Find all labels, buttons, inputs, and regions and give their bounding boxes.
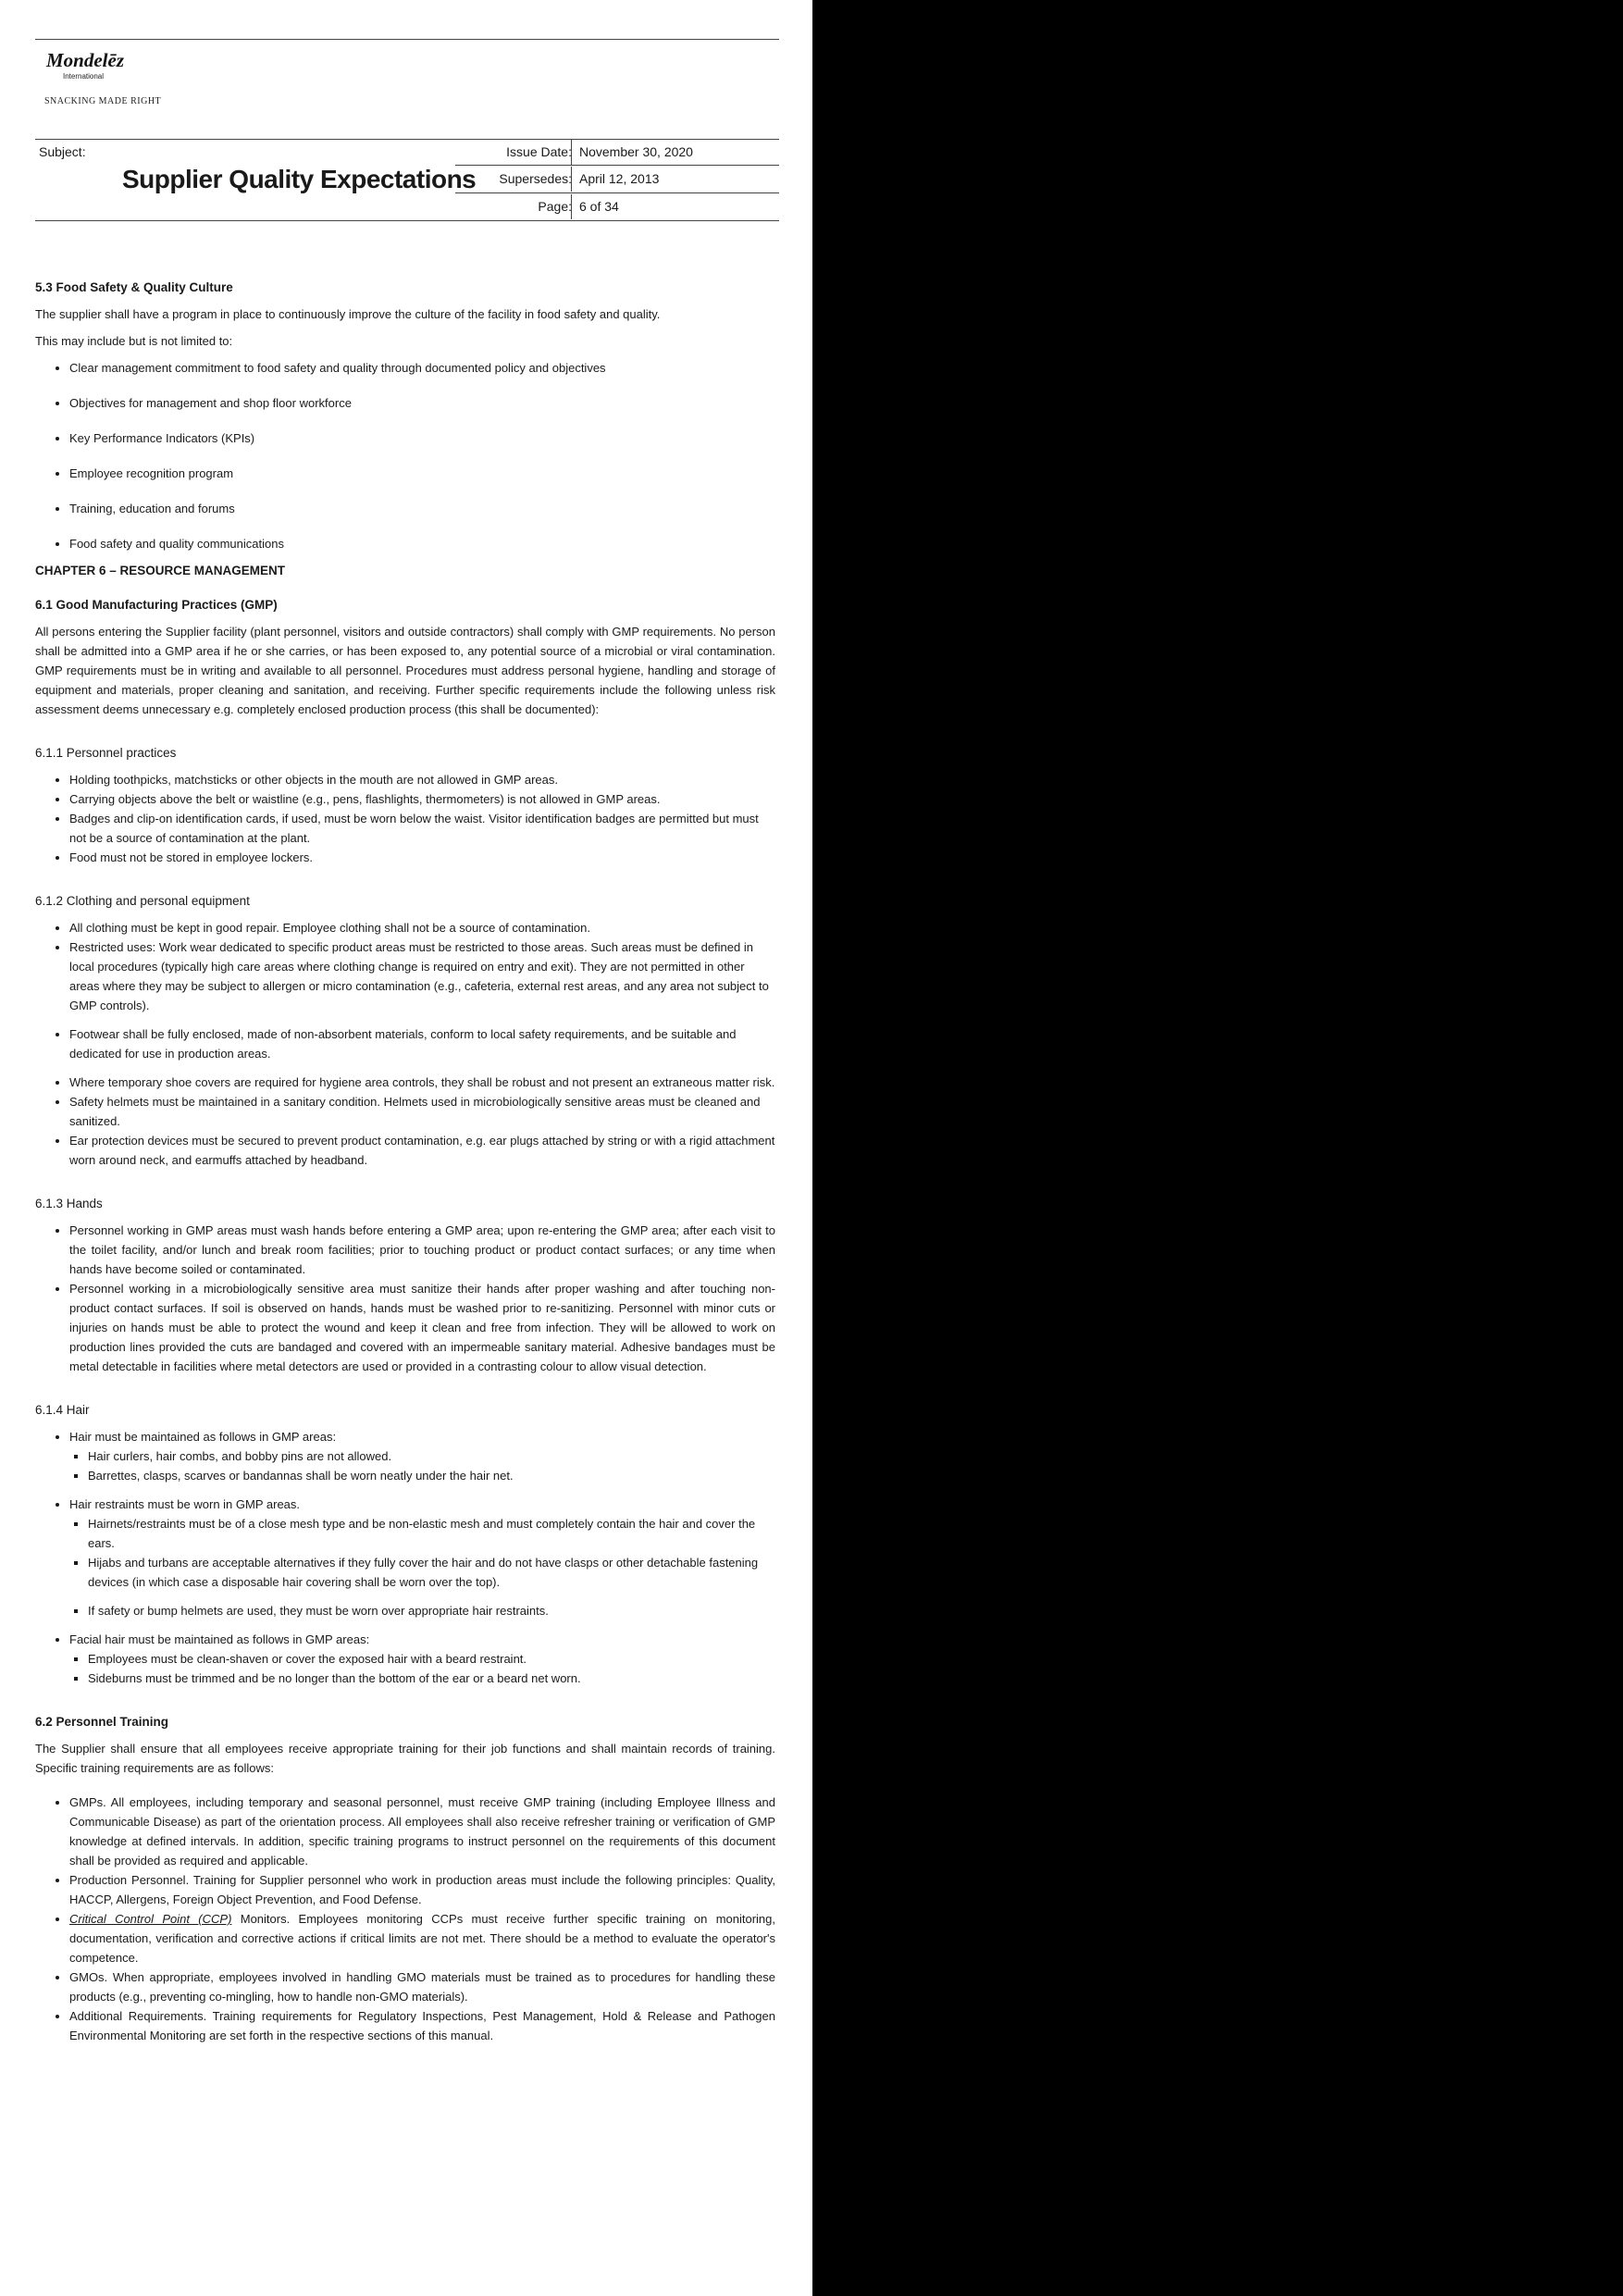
supersedes-value: April 12, 2013 xyxy=(579,171,660,186)
page-label: Page: xyxy=(538,199,572,214)
top-rule xyxy=(35,39,779,40)
subject-label: Subject: xyxy=(39,144,86,159)
list-item: • Where temporary shoe covers are required for hygiene area controls, they shall be robust and not present an extraneous matter risk. xyxy=(69,1073,775,1092)
section-5-3-heading: 5.3 Food Safety & Quality Culture xyxy=(35,280,233,294)
document-body xyxy=(35,278,775,2045)
sub-list-item: ▪ If safety or bump helmets are used, they must be worn over appropriate hair restraints. xyxy=(88,1601,775,1620)
list-item: • Safety helmets must be maintained in a sanitary condition. Helmets used in microbiologically sensitive areas must be cleaned and sanitized. xyxy=(69,1092,775,1131)
section-6-2-heading: 6.2 Personnel Training xyxy=(35,1715,169,1729)
section-6-1-4-heading: 6.1.4 Hair xyxy=(35,1403,90,1417)
section-6-1-heading: 6.1 Good Manufacturing Practices (GMP) xyxy=(35,598,278,612)
list-item: • Training, education and forums xyxy=(69,499,775,518)
supersedes-label: Supersedes: xyxy=(499,171,572,186)
list-item: • Key Performance Indicators (KPIs) xyxy=(69,428,775,448)
issue-date-label: Issue Date: xyxy=(506,144,572,159)
section-6-1-2-heading: 6.1.2 Clothing and personal equipment xyxy=(35,894,250,908)
list-item: • All clothing must be kept in good repair. Employee clothing shall not be a source of contamination. xyxy=(69,918,775,937)
list-item xyxy=(69,1909,775,1967)
list-item: • Personnel working in a microbiologically sensitive area must sanitize their hands after proper washing and after touching non-product contact surfaces. If soil is observed on hands, hands must be washed prior to re-sanitizing. Personnel with minor cuts or injuries on hands must be able to protect the wound and keep it clean and free from infection. They will be allowed to work on production lines provided the cuts are bandaged and covered with an impermeable sanitary material. Adhesive bandages must be metal detectable in facilities where metal detectors are used or provided in a contrasting colour to allow visual detection. xyxy=(69,1279,775,1376)
issue-date-value: November 30, 2020 xyxy=(579,144,693,159)
sub-list-item: ▪ Hairnets/restraints must be of a close mesh type and be non-elastic mesh and must completely contain the hair and cover the ears. xyxy=(88,1514,775,1553)
list-item: • Badges and clip-on identification cards, if used, must be worn below the waist. Visitor identification badges are permitted but must not be a source of contamination at the plant. xyxy=(69,809,775,848)
document-title: Supplier Quality Expectations xyxy=(122,165,477,193)
list-item xyxy=(69,1630,775,1688)
page-number: 6 of 34 xyxy=(579,199,619,214)
clothing-list xyxy=(35,918,775,1170)
list-item: • Additional Requirements. Training requirements for Regulatory Inspections, Pest Management, Hold & Release and Pathogen Environmental Monitoring are set forth in the respective sections of this manual. xyxy=(69,2006,775,2045)
sub-list-item: ▪ Hijabs and turbans are acceptable alternatives if they fully cover the hair and do not have clasps or other detachable fastening devices (in which case a disposable hair covering shall be worn over the top). xyxy=(88,1553,775,1592)
svg-text:Mondelēz: Mondelēz xyxy=(46,49,124,71)
supersedes-row xyxy=(457,167,779,192)
list-item: • Ear protection devices must be secured to prevent product contamination, e.g. ear plugs attached by string or with a rigid attachment worn around neck, and earmuffs attached by headband. xyxy=(69,1131,775,1170)
section-5-3-para-2: This may include but is not limited to: xyxy=(35,334,233,348)
list-item: • Clear management commitment to food safety and quality through documented policy and objectives xyxy=(69,358,775,378)
list-item: • Production Personnel. Training for Supplier personnel who work in production areas must include the following principles: Quality, HACCP, Allergens, Foreign Object Prevention, and Food Defense. xyxy=(69,1870,775,1909)
list-item: • Holding toothpicks, matchsticks or other objects in the mouth are not allowed in GMP areas. xyxy=(69,770,775,789)
ccp-link[interactable]: Critical Control Point (CCP) xyxy=(69,1912,232,1926)
list-item xyxy=(69,1427,775,1485)
list-item: • Footwear shall be fully enclosed, made of non-absorbent materials, conform to local safety requirements, and be suitable and dedicated for use in production areas. xyxy=(69,1024,775,1063)
list-item: • Food safety and quality communications xyxy=(69,534,775,553)
hair-maint-text: Hair must be maintained as follows in GMP areas: xyxy=(69,1430,337,1444)
sub-list-item: ▪ Sideburns must be trimmed and be no longer than the bottom of the ear or a beard net worn. xyxy=(88,1669,775,1688)
list-item: • GMPs. All employees, including temporary and seasonal personnel, must receive GMP training (including Employee Illness and Communicable Disease) as part of the orientation process. All employees shall also receive refresher training or verification of GMP knowledge at defined intervals. In addition, specific training programs to instruct personnel on the requirements of this document shall be provided as required and applicable. xyxy=(69,1793,775,1870)
culture-list xyxy=(35,358,775,553)
facial-sublist xyxy=(69,1649,775,1688)
page-row xyxy=(457,194,779,219)
section-5-3-para: The supplier shall have a program in place to continuously improve the culture of the facility in food safety and quality. xyxy=(35,307,661,321)
ccp-text: Monitors. Employees monitoring CCPs must receive further specific training on monitoring, documentation, verification and corrective actions if critical limits are not met. There should be a method to evaluate the operator's competence. xyxy=(69,1912,776,1965)
training-list xyxy=(35,1793,775,2045)
sub-list-item: ▪ Barrettes, clasps, scarves or bandannas shall be worn neatly under the hair net. xyxy=(88,1466,775,1485)
chapter-6-heading: CHAPTER 6 – RESOURCE MANAGEMENT xyxy=(35,564,286,577)
blank-dark-area xyxy=(812,0,1623,2296)
issue-date-row xyxy=(457,140,779,165)
meta-divider-2 xyxy=(455,192,779,193)
sub-list-item: ▪ Employees must be clean-shaven or cover the exposed hair with a beard restraint. xyxy=(88,1649,775,1669)
restraints-sublist xyxy=(69,1514,775,1620)
svg-text:International: International xyxy=(63,72,105,81)
list-item: • Carrying objects above the belt or waistline (e.g., pens, flashlights, thermometers) is not allowed in GMP areas. xyxy=(69,789,775,809)
list-item: • Personnel working in GMP areas must wash hands before entering a GMP area; upon re-entering the GMP area; after each visit to the toilet facility, and/or lunch and break room facilities; prior to touching product or product contact surfaces; or any time when hands have become soiled or contaminated. xyxy=(69,1221,775,1279)
list-item: • Restricted uses: Work wear dedicated to specific product areas must be restricted to those areas. Such areas must be defined in local procedures (typically high care areas where clothing change is required on entry and exit). They are not permitted in other areas where they may be subject to allergen or micro contamination (e.g., cafeteria, external rest areas, and any area not subject to GMP controls). xyxy=(69,937,775,1015)
hair-list xyxy=(35,1427,775,1688)
restraints-text: Hair restraints must be worn in GMP areas. xyxy=(69,1497,301,1511)
list-item: • Employee recognition program xyxy=(69,464,775,483)
meta-divider-1 xyxy=(455,165,779,166)
list-item xyxy=(69,1495,775,1620)
section-6-1-1-heading: 6.1.1 Personnel practices xyxy=(35,746,177,760)
mondelez-logo xyxy=(44,46,124,83)
header-rule-bottom xyxy=(35,220,779,221)
list-item: • Objectives for management and shop floor workforce xyxy=(69,393,775,413)
hair-maint-sublist xyxy=(69,1446,775,1485)
section-6-1-para: All persons entering the Supplier facility (plant personnel, visitors and outside contractors) shall comply with GMP requirements. No person shall be admitted into a GMP area if he or she carries, or has been exposed to, any potential source of a microbial or viral contamination. GMP requirements must be in writing and available to all personnel. Procedures must address personal hygiene, handling and storage of equipment and materials, proper cleaning and sanitation, and receiving. Further specific requirements include the following unless risk assessment deems unnecessary e.g. completely enclosed production process (this shall be documented): xyxy=(35,625,775,716)
section-6-2-para: The Supplier shall ensure that all employees receive appropriate training for their job functions and shall maintain records of training. Specific training requirements are as follows: xyxy=(35,1742,775,1775)
list-item: • GMOs. When appropriate, employees involved in handling GMO materials must be trained as to procedures for handling these products (e.g., preventing co-mingling, how to handle non-GMO materials). xyxy=(69,1967,775,2006)
sub-list-item: ▪ Hair curlers, hair combs, and bobby pins are not allowed. xyxy=(88,1446,775,1466)
personnel-practices-list xyxy=(35,770,775,867)
list-item: • Food must not be stored in employee lockers. xyxy=(69,848,775,867)
hands-list xyxy=(35,1221,775,1376)
facial-text: Facial hair must be maintained as follows in GMP areas: xyxy=(69,1632,370,1646)
logo-tagline: SNACKING MADE RIGHT xyxy=(44,96,162,106)
section-6-1-3-heading: 6.1.3 Hands xyxy=(35,1197,103,1210)
